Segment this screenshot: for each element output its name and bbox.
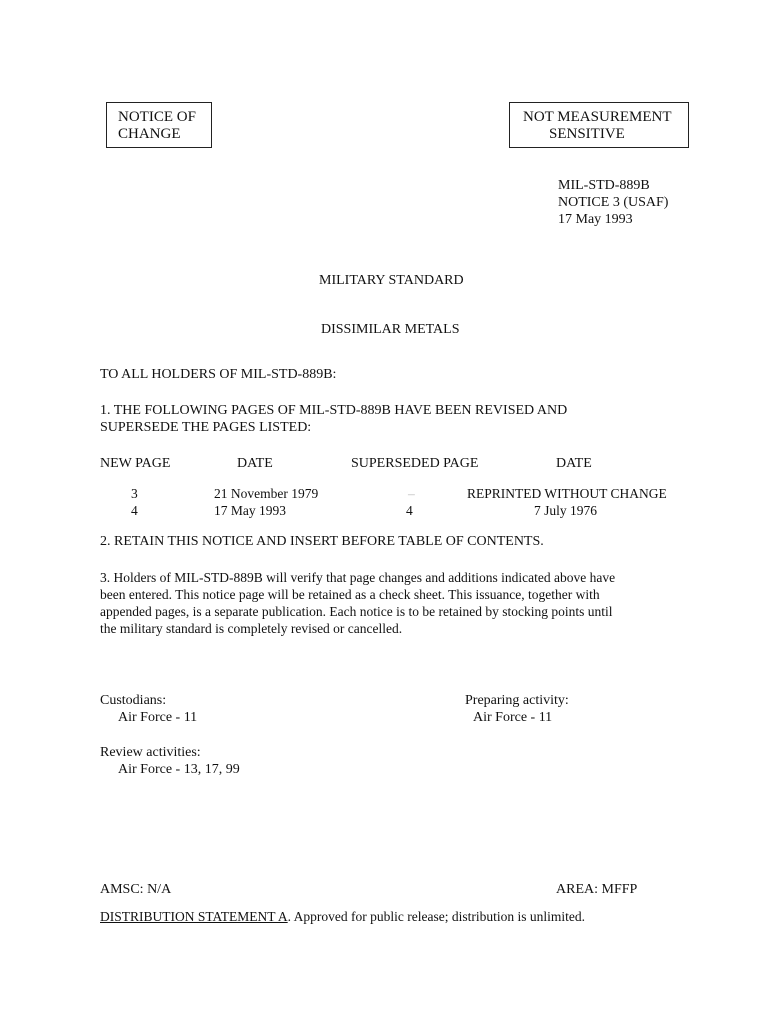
document-number: MIL-STD-889B <box>558 178 650 193</box>
row-2-date: 17 May 1993 <box>214 503 286 518</box>
document-id-block <box>558 177 668 228</box>
custodians-label: Custodians: <box>100 693 167 708</box>
notice-box-line-2: CHANGE <box>118 126 181 142</box>
custodians-block <box>100 692 197 726</box>
row-2-superseded-date: 7 July 1976 <box>534 503 598 518</box>
custodians-value: Air Force - 11 <box>118 710 198 725</box>
preparing-activity-value: Air Force - 11 <box>473 710 553 725</box>
review-activities-value: Air Force - 13, 17, 99 <box>118 762 240 777</box>
area-line: AREA: MFFP <box>556 882 638 897</box>
addressee-line: TO ALL HOLDERS OF MIL-STD-889B: <box>100 367 337 382</box>
notice-box-line-1: NOTICE OF <box>118 109 196 125</box>
paragraph-3 <box>100 569 615 637</box>
subject-title: DISSIMILAR METALS <box>321 322 460 337</box>
review-activities-label: Review activities: <box>100 745 201 760</box>
row-1-date: 21 November 1979 <box>214 486 319 501</box>
distribution-statement-label: DISTRIBUTION STATEMENT A <box>100 909 288 924</box>
row-1-superseded-page: – <box>408 486 415 501</box>
paragraph-1 <box>100 402 567 436</box>
row-1-new-page: 3 <box>131 486 138 501</box>
measurement-box-line-2: SENSITIVE <box>549 126 625 142</box>
header-superseded-page: SUPERSEDED PAGE <box>351 456 479 471</box>
header-superseded-date: DATE <box>556 456 592 471</box>
distribution-statement-text: . Approved for public release; distribution is unlimited. <box>287 909 585 924</box>
amsc-line: AMSC: N/A <box>100 882 172 897</box>
row-1-superseded-date: REPRINTED WITHOUT CHANGE <box>467 486 667 501</box>
standard-title: MILITARY STANDARD <box>319 273 464 288</box>
measurement-box <box>509 102 689 148</box>
paragraph-3-line-1: 3. Holders of MIL-STD-889B will verify that page changes and additions indicated above have <box>100 570 616 585</box>
header-new-page: NEW PAGE <box>100 456 171 471</box>
notice-number: NOTICE 3 (USAF) <box>558 195 669 210</box>
preparing-activity-label: Preparing activity: <box>465 693 569 708</box>
paragraph-3-line-3: appended pages, is a separate publication. Each notice is to be retained by stocking points until <box>100 604 613 619</box>
row-2-new-page: 4 <box>131 503 138 518</box>
paragraph-2: 2. RETAIN THIS NOTICE AND INSERT BEFORE TABLE OF CONTENTS. <box>100 534 544 549</box>
row-2-superseded-page: 4 <box>406 503 413 518</box>
measurement-box-line-1: NOT MEASUREMENT <box>523 109 672 125</box>
header-date: DATE <box>237 456 273 471</box>
preparing-activity-block <box>465 692 569 726</box>
paragraph-3-line-4: the military standard is completely revised or cancelled. <box>100 621 403 636</box>
paragraph-1-line-1: 1. THE FOLLOWING PAGES OF MIL-STD-889B HAVE BEEN REVISED AND <box>100 403 568 418</box>
paragraph-1-line-2: SUPERSEDE THE PAGES LISTED: <box>100 420 312 435</box>
paragraph-3-line-2: been entered. This notice page will be retained as a check sheet. This issuance, together with <box>100 587 600 602</box>
notice-date: 17 May 1993 <box>558 212 633 227</box>
notice-of-change-box <box>106 102 212 148</box>
distribution-statement <box>100 908 585 925</box>
review-activities-block <box>100 744 240 778</box>
